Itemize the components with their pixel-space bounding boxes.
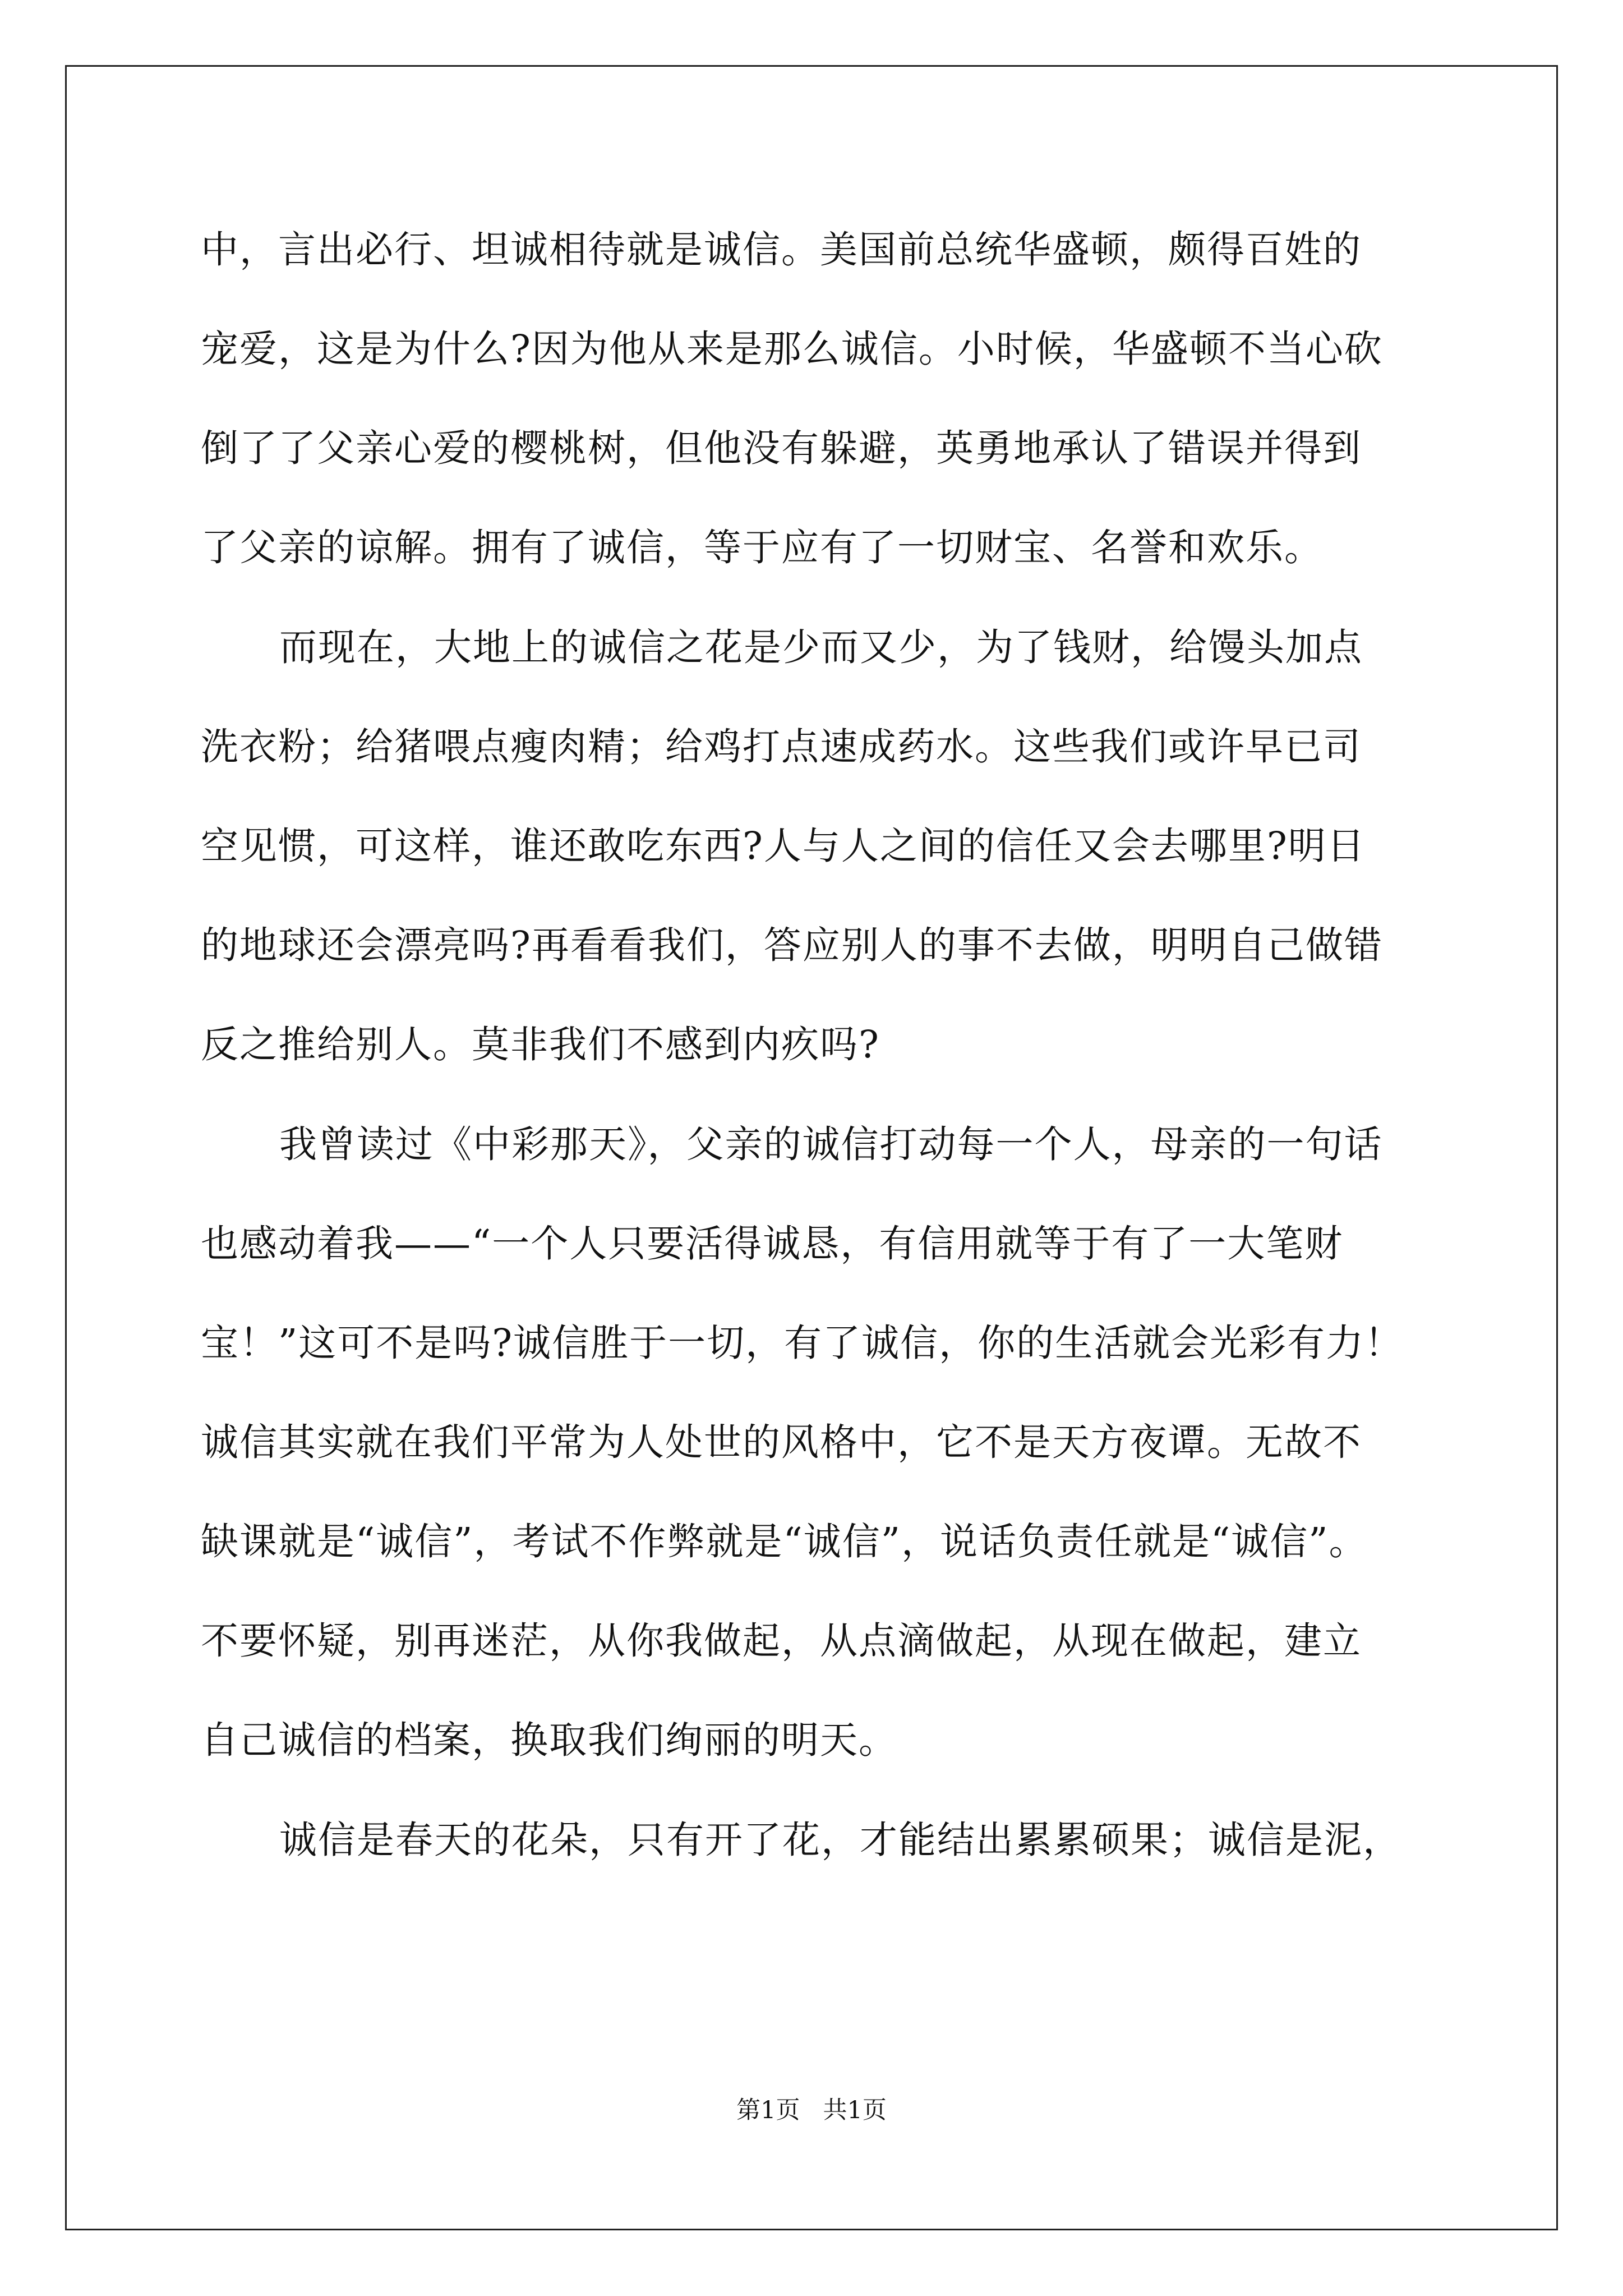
body-line: 洗衣粉；给猪喂点瘦肉精；给鸡打点速成药水。这些我们或许早已司 (201, 725, 1362, 769)
body-line: 也感动着我——“一个人只要活得诚恳，有信用就等于有了一大笔财 (201, 1222, 1344, 1266)
paragraph-first-line: 诚信是春天的花朵，只有开了花，才能结出累累硕果；诚信是泥， (279, 1818, 1401, 1862)
body-line: 的地球还会漂亮吗?再看看我们，答应别人的事不去做，明明自己做错 (201, 923, 1383, 967)
paragraph-first-line: 而现在，大地上的诚信之花是少而又少，为了钱财，给馒头加点 (279, 625, 1363, 669)
body-line: 缺课就是“诚信”，考试不作弊就是“诚信”，说话负责任就是“诚信”。 (201, 1520, 1368, 1563)
body-line: 了父亲的谅解。拥有了诚信，等于应有了一切财宝、名誉和欢乐。 (201, 526, 1323, 569)
body-line: 自己诚信的档案，换取我们绚丽的明天。 (201, 1718, 897, 1762)
body-line: 反之推给别人。莫非我们不感到内疚吗? (201, 1023, 880, 1066)
body-line: 空见惯，可这样，谁还敢吃东西?人与人之间的信任又会去哪里?明日 (201, 824, 1366, 868)
body-line: 倒了了父亲心爱的樱桃树，但他没有躲避，英勇地承认了错误并得到 (201, 426, 1362, 470)
body-line: 不要怀疑，别再迷茫，从你我做起，从点滴做起，从现在做起，建立 (201, 1619, 1362, 1663)
paragraph-first-line: 我曾读过《中彩那天》，父亲的诚信打动每一个人，母亲的一句话 (279, 1122, 1383, 1166)
body-line: 诚信其实就在我们平常为人处世的风格中，它不是天方夜谭。无故不 (201, 1420, 1362, 1464)
page-number-footer: 第1页 共1页 (736, 2096, 887, 2124)
body-line: 宠爱，这是为什么?因为他从来是那么诚信。小时候，华盛顿不当心砍 (201, 327, 1383, 371)
body-line: 中，言出必行、坦诚相待就是诚信。美国前总统华盛顿，颇得百姓的 (201, 228, 1362, 272)
body-line: 宝！”这可不是吗?诚信胜于一切，有了诚信，你的生活就会光彩有力！ (201, 1321, 1404, 1365)
